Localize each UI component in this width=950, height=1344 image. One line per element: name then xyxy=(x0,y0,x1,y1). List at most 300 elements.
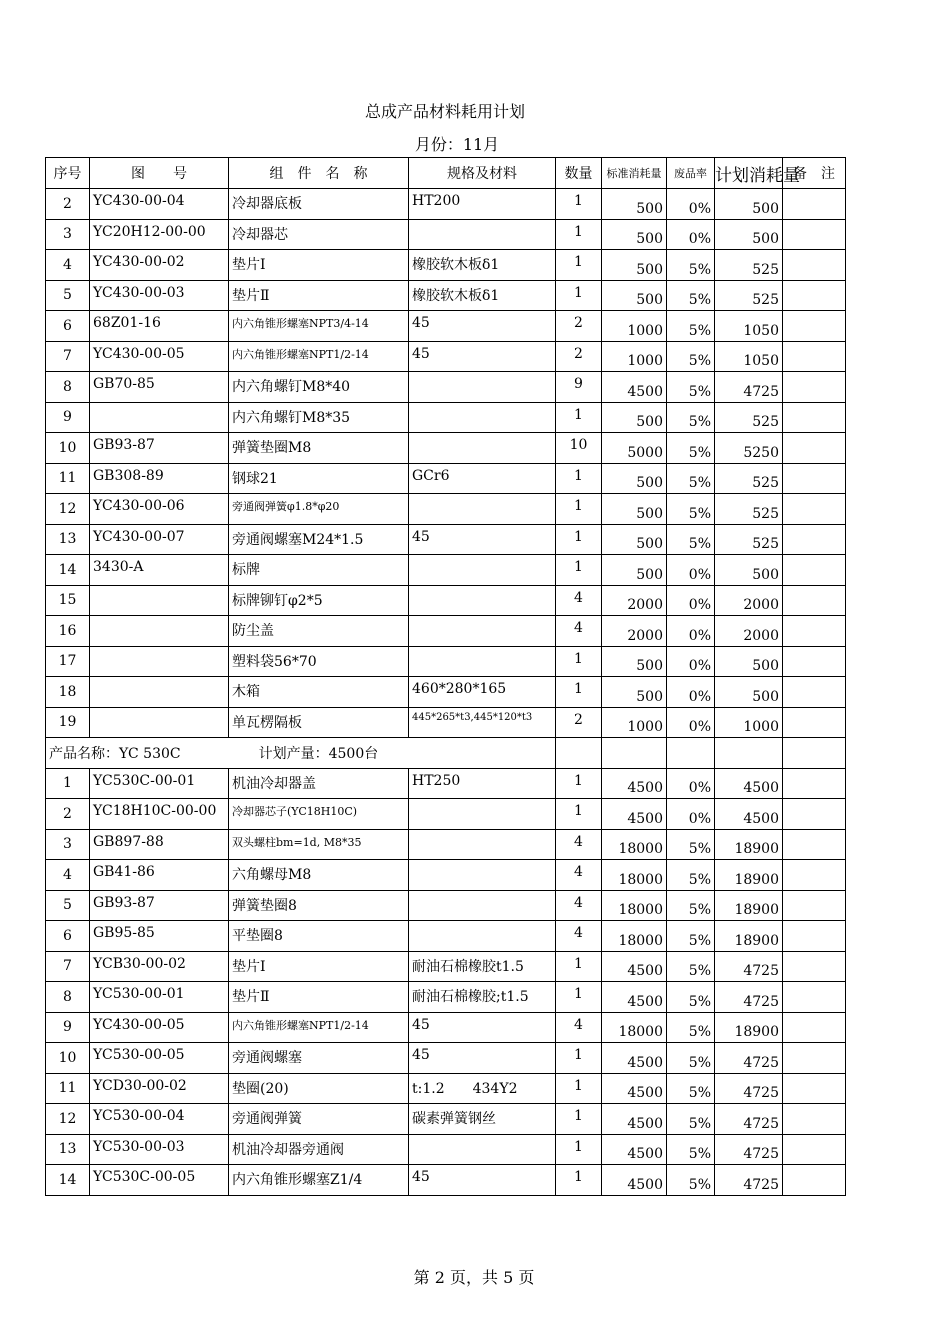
cell-spec: 460*280*165 xyxy=(409,677,556,708)
cell-note xyxy=(783,189,846,220)
cell-drawing: GB308-89 xyxy=(90,463,229,494)
cell-qty: 1 xyxy=(556,951,602,982)
cell-std: 18000 xyxy=(602,890,667,921)
table-row xyxy=(46,219,846,250)
cell-plan: 525 xyxy=(715,463,783,494)
cell-spec xyxy=(409,585,556,616)
cell-qty: 1 xyxy=(556,402,602,433)
cell-name: 垫片Ⅰ xyxy=(229,951,409,982)
cell-plan: 1050 xyxy=(715,341,783,372)
cell-scrap: 5% xyxy=(667,494,715,525)
cell-drawing: GB70-85 xyxy=(90,372,229,403)
cell-name: 内六角螺钉M8*35 xyxy=(229,402,409,433)
cell-scrap: 0% xyxy=(667,555,715,586)
cell-name: 冷却器底板 xyxy=(229,189,409,220)
cell-drawing xyxy=(90,677,229,708)
cell-name: 弹簧垫圈8 xyxy=(229,890,409,921)
cell-seq: 6 xyxy=(46,921,90,952)
cell-std: 18000 xyxy=(602,921,667,952)
cell-drawing: GB93-87 xyxy=(90,433,229,464)
cell-spec xyxy=(409,402,556,433)
cell-plan: 4725 xyxy=(715,372,783,403)
cell-note xyxy=(783,1165,846,1196)
cell-scrap: 5% xyxy=(667,463,715,494)
cell-seq: 4 xyxy=(46,860,90,891)
cell-seq: 17 xyxy=(46,646,90,677)
cell-drawing: GB95-85 xyxy=(90,921,229,952)
cell-note xyxy=(783,372,846,403)
cell-scrap: 5% xyxy=(667,280,715,311)
cell-plan: 4725 xyxy=(715,1165,783,1196)
cell-drawing: YC20H12-00-00 xyxy=(90,219,229,250)
cell-spec xyxy=(409,860,556,891)
cell-std: 500 xyxy=(602,494,667,525)
cell-seq: 3 xyxy=(46,829,90,860)
cell-seq: 11 xyxy=(46,463,90,494)
cell-plan: 4725 xyxy=(715,1134,783,1165)
cell-plan: 18900 xyxy=(715,890,783,921)
cell-std: 500 xyxy=(602,189,667,220)
cell-name: 平垫圈8 xyxy=(229,921,409,952)
cell-scrap: 0% xyxy=(667,219,715,250)
cell-plan: 2000 xyxy=(715,616,783,647)
cell-drawing xyxy=(90,646,229,677)
table-row xyxy=(46,250,846,281)
cell-std: 18000 xyxy=(602,860,667,891)
table-row xyxy=(46,402,846,433)
cell-seq: 15 xyxy=(46,585,90,616)
cell-spec xyxy=(409,433,556,464)
cell-name: 内六角锥形螺塞NPT1/2-14 xyxy=(229,1012,409,1043)
cell-std: 2000 xyxy=(602,616,667,647)
cell-seq: 13 xyxy=(46,524,90,555)
cell-std: 500 xyxy=(602,219,667,250)
cell-qty: 1 xyxy=(556,524,602,555)
cell-scrap: 0% xyxy=(667,799,715,830)
cell-name: 垫片Ⅱ xyxy=(229,280,409,311)
page-title: 总成产品材料耗用计划 xyxy=(364,102,525,121)
section-row xyxy=(46,738,846,769)
cell-plan: 4500 xyxy=(715,768,783,799)
cell-scrap: 5% xyxy=(667,1165,715,1196)
cell-spec xyxy=(409,799,556,830)
cell-seq: 6 xyxy=(46,311,90,342)
cell-drawing: YC430-00-05 xyxy=(90,1012,229,1043)
cell-qty: 1 xyxy=(556,1165,602,1196)
cell-note xyxy=(783,1012,846,1043)
table-row xyxy=(46,463,846,494)
cell-note xyxy=(783,311,846,342)
cell-seq: 8 xyxy=(46,982,90,1013)
cell-note xyxy=(783,677,846,708)
empty-cell xyxy=(556,738,602,769)
cell-note xyxy=(783,799,846,830)
cell-note xyxy=(783,921,846,952)
cell-scrap: 0% xyxy=(667,189,715,220)
cell-name: 机油冷却器旁通阀 xyxy=(229,1134,409,1165)
cell-spec: HT200 xyxy=(409,189,556,220)
table-row xyxy=(46,433,846,464)
cell-scrap: 0% xyxy=(667,585,715,616)
cell-plan: 5250 xyxy=(715,433,783,464)
cell-std: 5000 xyxy=(602,433,667,464)
cell-drawing: GB41-86 xyxy=(90,860,229,891)
cell-drawing: YC530C-00-01 xyxy=(90,768,229,799)
cell-drawing xyxy=(90,616,229,647)
cell-plan: 2000 xyxy=(715,585,783,616)
cell-seq: 16 xyxy=(46,616,90,647)
cell-std: 500 xyxy=(602,555,667,586)
cell-name: 旁通阀弹簧φ1.8*φ20 xyxy=(229,494,409,525)
table-row xyxy=(46,646,846,677)
table-row xyxy=(46,494,846,525)
cell-seq: 5 xyxy=(46,890,90,921)
table-row xyxy=(46,677,846,708)
cell-name: 弹簧垫圈M8 xyxy=(229,433,409,464)
cell-spec: 耐油石棉橡胶;t1.5 xyxy=(409,982,556,1013)
empty-cell xyxy=(667,738,715,769)
cell-name: 垫片Ⅰ xyxy=(229,250,409,281)
table-row xyxy=(46,524,846,555)
cell-qty: 4 xyxy=(556,1012,602,1043)
cell-drawing: YC430-00-04 xyxy=(90,189,229,220)
header-seq: 序号 xyxy=(46,158,90,189)
cell-note xyxy=(783,829,846,860)
cell-drawing: YC430-00-06 xyxy=(90,494,229,525)
cell-scrap: 5% xyxy=(667,1134,715,1165)
cell-scrap: 5% xyxy=(667,951,715,982)
cell-scrap: 0% xyxy=(667,646,715,677)
page-footer: 第 2 页，共 5 页 xyxy=(413,1268,535,1287)
cell-plan: 525 xyxy=(715,280,783,311)
cell-spec: 45 xyxy=(409,1012,556,1043)
cell-drawing: YC430-00-02 xyxy=(90,250,229,281)
cell-std: 1000 xyxy=(602,341,667,372)
cell-std: 2000 xyxy=(602,585,667,616)
cell-scrap: 5% xyxy=(667,890,715,921)
cell-plan: 18900 xyxy=(715,1012,783,1043)
table-row xyxy=(46,189,846,220)
cell-name: 旁通阀螺塞M24*1.5 xyxy=(229,524,409,555)
empty-cell xyxy=(602,738,667,769)
cell-name: 单瓦楞隔板 xyxy=(229,707,409,738)
cell-note xyxy=(783,951,846,982)
cell-std: 4500 xyxy=(602,1043,667,1074)
cell-note xyxy=(783,860,846,891)
planned-output-label: 计划产量：4500台 xyxy=(258,745,379,762)
cell-qty: 2 xyxy=(556,341,602,372)
cell-note xyxy=(783,982,846,1013)
cell-note xyxy=(783,433,846,464)
cell-scrap: 5% xyxy=(667,372,715,403)
cell-name: 旁通阀弹簧 xyxy=(229,1104,409,1135)
cell-scrap: 5% xyxy=(667,829,715,860)
cell-plan: 500 xyxy=(715,646,783,677)
cell-qty: 9 xyxy=(556,372,602,403)
cell-spec xyxy=(409,494,556,525)
cell-drawing: YC530-00-03 xyxy=(90,1134,229,1165)
table-row xyxy=(46,707,846,738)
cell-spec: HT250 xyxy=(409,768,556,799)
cell-name: 塑料袋56*70 xyxy=(229,646,409,677)
cell-qty: 4 xyxy=(556,890,602,921)
cell-name: 冷却器芯 xyxy=(229,219,409,250)
cell-note xyxy=(783,1104,846,1135)
cell-scrap: 5% xyxy=(667,250,715,281)
cell-scrap: 5% xyxy=(667,921,715,952)
cell-spec: 碳素弹簧钢丝 xyxy=(409,1104,556,1135)
cell-drawing xyxy=(90,402,229,433)
cell-note xyxy=(783,616,846,647)
cell-spec: 445*265*t3,445*120*t3 xyxy=(409,707,556,738)
cell-plan: 500 xyxy=(715,219,783,250)
cell-std: 4500 xyxy=(602,799,667,830)
cell-seq: 9 xyxy=(46,1012,90,1043)
cell-name: 双头螺柱bm=1d, M8*35 xyxy=(229,829,409,860)
cell-seq: 12 xyxy=(46,1104,90,1135)
cell-seq: 14 xyxy=(46,555,90,586)
cell-plan: 18900 xyxy=(715,829,783,860)
cell-qty: 4 xyxy=(556,860,602,891)
cell-std: 4500 xyxy=(602,951,667,982)
cell-plan: 4725 xyxy=(715,1043,783,1074)
header-drawing: 图 号 xyxy=(90,158,229,189)
cell-spec: 橡胶软木板δ1 xyxy=(409,280,556,311)
cell-note xyxy=(783,341,846,372)
cell-spec xyxy=(409,616,556,647)
table-row xyxy=(46,1134,846,1165)
cell-name: 标牌 xyxy=(229,555,409,586)
cell-qty: 1 xyxy=(556,1073,602,1104)
cell-scrap: 5% xyxy=(667,1073,715,1104)
cell-plan: 4725 xyxy=(715,982,783,1013)
cell-note xyxy=(783,707,846,738)
cell-spec xyxy=(409,829,556,860)
cell-seq: 8 xyxy=(46,372,90,403)
cell-seq: 18 xyxy=(46,677,90,708)
cell-note xyxy=(783,250,846,281)
cell-spec xyxy=(409,646,556,677)
cell-drawing: YC430-00-05 xyxy=(90,341,229,372)
cell-plan: 4725 xyxy=(715,951,783,982)
cell-std: 4500 xyxy=(602,1073,667,1104)
header-plan: 计划消耗量 xyxy=(715,158,783,189)
table-row xyxy=(46,341,846,372)
cell-name: 钢球21 xyxy=(229,463,409,494)
cell-drawing: YC530C-00-05 xyxy=(90,1165,229,1196)
cell-qty: 1 xyxy=(556,219,602,250)
cell-scrap: 5% xyxy=(667,341,715,372)
cell-name: 垫圈(20) xyxy=(229,1073,409,1104)
cell-qty: 1 xyxy=(556,1043,602,1074)
cell-qty: 2 xyxy=(556,311,602,342)
cell-drawing: YC430-00-07 xyxy=(90,524,229,555)
cell-qty: 4 xyxy=(556,585,602,616)
cell-qty: 1 xyxy=(556,555,602,586)
table-row xyxy=(46,1104,846,1135)
cell-drawing: YCD30-00-02 xyxy=(90,1073,229,1104)
cell-std: 500 xyxy=(602,524,667,555)
cell-qty: 1 xyxy=(556,799,602,830)
table-row xyxy=(46,860,846,891)
cell-qty: 1 xyxy=(556,768,602,799)
cell-scrap: 5% xyxy=(667,524,715,555)
cell-name: 木箱 xyxy=(229,677,409,708)
table-row xyxy=(46,1012,846,1043)
cell-seq: 10 xyxy=(46,433,90,464)
cell-std: 500 xyxy=(602,677,667,708)
cell-spec: 45 xyxy=(409,341,556,372)
cell-qty: 4 xyxy=(556,616,602,647)
cell-plan: 525 xyxy=(715,402,783,433)
cell-plan: 500 xyxy=(715,555,783,586)
cell-spec: 45 xyxy=(409,311,556,342)
cell-note xyxy=(783,555,846,586)
cell-plan: 1000 xyxy=(715,707,783,738)
cell-note xyxy=(783,463,846,494)
table-row xyxy=(46,829,846,860)
cell-seq: 14 xyxy=(46,1165,90,1196)
cell-spec xyxy=(409,1134,556,1165)
cell-std: 500 xyxy=(602,250,667,281)
cell-qty: 1 xyxy=(556,677,602,708)
cell-std: 500 xyxy=(602,646,667,677)
cell-spec: GCr6 xyxy=(409,463,556,494)
cell-spec xyxy=(409,890,556,921)
cell-name: 防尘盖 xyxy=(229,616,409,647)
product-name-label: 产品名称：YC 530C xyxy=(49,745,181,762)
cell-seq: 9 xyxy=(46,402,90,433)
cell-drawing: YCB30-00-02 xyxy=(90,951,229,982)
cell-qty: 10 xyxy=(556,433,602,464)
table-row xyxy=(46,280,846,311)
cell-drawing: GB93-87 xyxy=(90,890,229,921)
cell-note xyxy=(783,280,846,311)
cell-drawing: YC530-00-04 xyxy=(90,1104,229,1135)
cell-plan: 525 xyxy=(715,524,783,555)
cell-seq: 12 xyxy=(46,494,90,525)
month-label: 月份：11月 xyxy=(414,135,500,154)
cell-drawing: YC530-00-05 xyxy=(90,1043,229,1074)
cell-seq: 11 xyxy=(46,1073,90,1104)
cell-qty: 4 xyxy=(556,829,602,860)
cell-name: 内六角锥形螺塞NPT1/2-14 xyxy=(229,341,409,372)
table-row xyxy=(46,372,846,403)
cell-drawing: GB897-88 xyxy=(90,829,229,860)
cell-plan: 1050 xyxy=(715,311,783,342)
cell-scrap: 5% xyxy=(667,1043,715,1074)
cell-drawing xyxy=(90,585,229,616)
cell-name: 内六角锥形螺塞Z1/4 xyxy=(229,1165,409,1196)
cell-std: 500 xyxy=(602,463,667,494)
cell-std: 500 xyxy=(602,280,667,311)
cell-plan: 525 xyxy=(715,250,783,281)
cell-spec xyxy=(409,921,556,952)
cell-note xyxy=(783,1134,846,1165)
cell-name: 机油冷却器盖 xyxy=(229,768,409,799)
cell-seq: 7 xyxy=(46,341,90,372)
cell-qty: 1 xyxy=(556,250,602,281)
table-row xyxy=(46,921,846,952)
cell-qty: 1 xyxy=(556,1134,602,1165)
cell-plan: 525 xyxy=(715,494,783,525)
cell-name: 冷却器芯子(YC18H10C) xyxy=(229,799,409,830)
cell-name: 标牌铆钉φ2*5 xyxy=(229,585,409,616)
cell-note xyxy=(783,494,846,525)
header-note: 备 注 xyxy=(783,158,846,189)
cell-std: 4500 xyxy=(602,768,667,799)
cell-std: 4500 xyxy=(602,372,667,403)
cell-seq: 2 xyxy=(46,799,90,830)
cell-drawing: YC18H10C-00-00 xyxy=(90,799,229,830)
cell-scrap: 5% xyxy=(667,1104,715,1135)
cell-note xyxy=(783,402,846,433)
header-std: 标准消耗量 xyxy=(602,158,667,189)
cell-drawing: YC530-00-01 xyxy=(90,982,229,1013)
cell-seq: 2 xyxy=(46,189,90,220)
cell-note xyxy=(783,524,846,555)
cell-std: 1000 xyxy=(602,311,667,342)
cell-qty: 1 xyxy=(556,494,602,525)
cell-std: 4500 xyxy=(602,982,667,1013)
cell-spec: 45 xyxy=(409,1165,556,1196)
cell-note xyxy=(783,1073,846,1104)
cell-note xyxy=(783,768,846,799)
cell-note xyxy=(783,219,846,250)
table-row xyxy=(46,890,846,921)
cell-spec xyxy=(409,372,556,403)
cell-spec: 耐油石棉橡胶t1.5 xyxy=(409,951,556,982)
cell-name: 内六角螺钉M8*40 xyxy=(229,372,409,403)
cell-seq: 13 xyxy=(46,1134,90,1165)
cell-qty: 1 xyxy=(556,646,602,677)
cell-qty: 1 xyxy=(556,463,602,494)
cell-drawing: 3430-A xyxy=(90,555,229,586)
cell-spec xyxy=(409,219,556,250)
table-row xyxy=(46,311,846,342)
materials-table xyxy=(45,157,846,1196)
header-name: 组 件 名 称 xyxy=(229,158,409,189)
table-row xyxy=(46,951,846,982)
cell-qty: 1 xyxy=(556,982,602,1013)
table-row xyxy=(46,555,846,586)
cell-std: 18000 xyxy=(602,829,667,860)
cell-note xyxy=(783,646,846,677)
empty-cell xyxy=(715,738,783,769)
table-row xyxy=(46,982,846,1013)
cell-qty: 2 xyxy=(556,707,602,738)
table-row xyxy=(46,799,846,830)
cell-seq: 4 xyxy=(46,250,90,281)
cell-scrap: 0% xyxy=(667,707,715,738)
cell-drawing: YC430-00-03 xyxy=(90,280,229,311)
cell-plan: 500 xyxy=(715,189,783,220)
cell-qty: 1 xyxy=(556,1104,602,1135)
table-row xyxy=(46,1165,846,1196)
cell-std: 4500 xyxy=(602,1165,667,1196)
table-row xyxy=(46,1073,846,1104)
header-qty: 数量 xyxy=(556,158,602,189)
cell-note xyxy=(783,890,846,921)
cell-seq: 5 xyxy=(46,280,90,311)
table-row xyxy=(46,1043,846,1074)
cell-scrap: 5% xyxy=(667,860,715,891)
cell-spec: 45 xyxy=(409,1043,556,1074)
cell-plan: 4500 xyxy=(715,799,783,830)
cell-spec: 橡胶软木板δ1 xyxy=(409,250,556,281)
header-row xyxy=(46,158,846,189)
cell-seq: 3 xyxy=(46,219,90,250)
